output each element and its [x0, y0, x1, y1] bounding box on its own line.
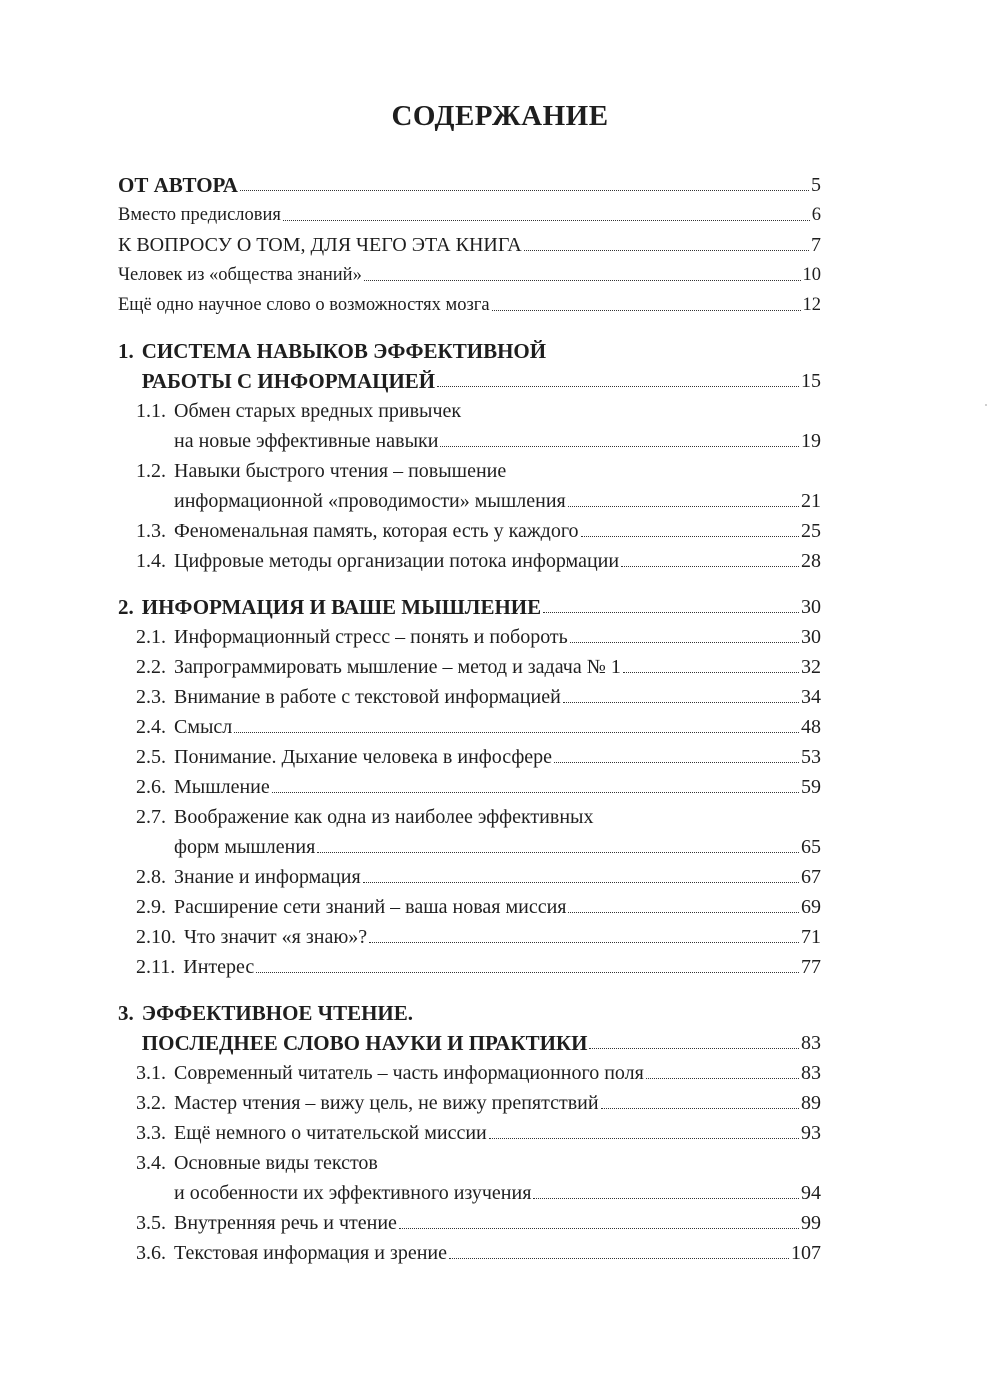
- toc-section-entry[interactable]: [118, 622, 821, 652]
- page-number: 53: [801, 746, 821, 768]
- toc-section-entry[interactable]: [118, 516, 821, 546]
- dot-leader: [317, 851, 799, 853]
- page-number: 71: [801, 926, 821, 948]
- entry-title-line: СИСТЕМА НАВЫКОВ ЭФФЕКТИВНОЙ: [141, 339, 547, 363]
- entry-number: 2.11.: [136, 956, 176, 978]
- page-number: 59: [801, 776, 821, 798]
- dot-leader: [489, 1137, 799, 1139]
- table-of-contents: [118, 170, 821, 1268]
- entry-title-line: форм мышления: [174, 836, 316, 858]
- page-number: 30: [801, 626, 821, 648]
- page-number: 32: [801, 656, 821, 678]
- toc-entry[interactable]: [118, 230, 821, 260]
- chapter-gap: [118, 320, 821, 336]
- toc-entry[interactable]: [118, 170, 821, 200]
- page-number: 19: [801, 430, 821, 452]
- page-number: 48: [801, 716, 821, 738]
- page-number: 65: [801, 836, 821, 858]
- entry-title-line: РАБОТЫ С ИНФОРМАЦИЕЙ: [141, 369, 436, 393]
- toc-section-entry[interactable]: [118, 1058, 821, 1088]
- dot-leader: [589, 1047, 799, 1049]
- chapter-gap: [118, 982, 821, 998]
- entry-number: 2.4.: [136, 716, 166, 738]
- entry-title-line: ИНФОРМАЦИЯ И ВАШЕ МЫШЛЕНИЕ: [141, 595, 542, 619]
- toc-section-entry[interactable]: [118, 952, 821, 982]
- toc-section-entry[interactable]: [118, 546, 821, 576]
- toc-section-entry[interactable]: [118, 396, 821, 456]
- dot-leader: [543, 611, 799, 613]
- entry-number: 2.5.: [136, 746, 166, 768]
- toc-section-entry[interactable]: [118, 742, 821, 772]
- page-number: 99: [801, 1212, 821, 1234]
- dot-leader: [568, 911, 799, 913]
- page-number: 69: [801, 896, 821, 918]
- scan-speck: [985, 404, 987, 406]
- toc-chapter-entry[interactable]: [118, 998, 821, 1058]
- entry-number: 1.3.: [136, 520, 166, 542]
- page-number: 93: [801, 1122, 821, 1144]
- toc-entry[interactable]: [118, 260, 821, 290]
- page-number: 6: [811, 205, 821, 225]
- entry-title-line: Запрограммировать мышление – метод и задача № 1: [174, 656, 621, 678]
- entry-number: 2.6.: [136, 776, 166, 798]
- toc-section-entry[interactable]: [118, 456, 821, 516]
- dot-leader: [492, 309, 801, 311]
- page-number: 15: [801, 370, 821, 392]
- entry-title-line: К ВОПРОСУ О ТОМ, ДЛЯ ЧЕГО ЭТА КНИГА: [118, 234, 522, 256]
- page-number: 94: [801, 1182, 821, 1204]
- dot-leader: [437, 385, 799, 387]
- dot-leader: [524, 249, 809, 251]
- entry-number: 3.3.: [136, 1122, 166, 1144]
- toc-section-entry[interactable]: [118, 1118, 821, 1148]
- entry-title-line: Вместо предисловия: [118, 205, 281, 225]
- entry-number: 3.6.: [136, 1242, 166, 1264]
- page-number: 107: [791, 1242, 821, 1264]
- toc-section-entry[interactable]: [118, 922, 821, 952]
- dot-leader: [623, 671, 799, 673]
- toc-entry[interactable]: [118, 290, 821, 320]
- dot-leader: [533, 1197, 799, 1199]
- entry-title-line: Цифровые методы организации потока информации: [174, 550, 620, 572]
- entry-title-line: информационной «проводимости» мышления: [174, 490, 566, 512]
- page-number: 25: [801, 520, 821, 542]
- dot-leader: [449, 1257, 789, 1259]
- entry-title-line: Что значит «я знаю»?: [184, 926, 368, 948]
- dot-leader: [240, 189, 809, 191]
- entry-number: 1.2.: [136, 460, 166, 482]
- entry-number: 1.: [118, 339, 134, 363]
- entry-title-line: Внутренняя речь и чтение: [174, 1212, 397, 1234]
- toc-section-entry[interactable]: [118, 682, 821, 712]
- entry-title-line: Знание и информация: [174, 866, 361, 888]
- entry-title-line: Расширение сети знаний – ваша новая миссия: [174, 896, 567, 918]
- dot-leader: [646, 1077, 799, 1079]
- entry-number: 3.4.: [136, 1152, 166, 1174]
- entry-title-line: Интерес: [183, 956, 255, 978]
- entry-title-line: Ещё немного о читательской миссии: [174, 1122, 487, 1144]
- dot-leader: [440, 445, 799, 447]
- entry-number: 2.7.: [136, 806, 166, 828]
- entry-title-line: Воображение как одна из наиболее эффективных: [174, 806, 594, 828]
- page-number: 30: [801, 596, 821, 618]
- entry-title-line: Информационный стресс – понять и побороть: [174, 626, 568, 648]
- entry-title-line: ПОСЛЕДНЕЕ СЛОВО НАУКИ И ПРАКТИКИ: [141, 1031, 588, 1055]
- toc-section-entry[interactable]: [118, 1148, 821, 1208]
- entry-number: 2.10.: [136, 926, 176, 948]
- entry-title-line: Мышление: [174, 776, 270, 798]
- toc-section-entry[interactable]: [118, 1088, 821, 1118]
- entry-number: 2.8.: [136, 866, 166, 888]
- toc-entry[interactable]: [118, 200, 821, 230]
- page-number: 7: [811, 234, 821, 256]
- entry-title-line: Навыки быстрого чтения – повышение: [174, 460, 507, 482]
- page-title: СОДЕРЖАНИЕ: [391, 100, 609, 132]
- entry-title-line: Современный читатель – часть информационного поля: [174, 1062, 644, 1084]
- page-number: 67: [801, 866, 821, 888]
- entry-title-line: Обмен старых вредных привычек: [174, 400, 462, 422]
- entry-number: 3.5.: [136, 1212, 166, 1234]
- entry-title-line: ОТ АВТОРА: [118, 173, 238, 197]
- toc-section-entry[interactable]: [118, 1238, 821, 1268]
- toc-section-entry[interactable]: [118, 892, 821, 922]
- page-number: 21: [801, 490, 821, 512]
- entry-title-line: Основные виды текстов: [174, 1152, 378, 1174]
- toc-section-entry[interactable]: [118, 1208, 821, 1238]
- entry-number: 2.1.: [136, 626, 166, 648]
- dot-leader: [256, 971, 799, 973]
- toc-chapter-entry[interactable]: [118, 592, 821, 622]
- entry-number: 2.3.: [136, 686, 166, 708]
- toc-section-entry[interactable]: [118, 802, 821, 862]
- entry-number: 3.1.: [136, 1062, 166, 1084]
- entry-number: 2.: [118, 595, 134, 619]
- page-number: 77: [801, 956, 821, 978]
- dot-leader: [563, 701, 799, 703]
- dot-leader: [363, 881, 799, 883]
- entry-title-line: Текстовая информация и зрение: [174, 1242, 447, 1264]
- entry-number: 3.: [118, 1001, 134, 1025]
- dot-leader: [283, 219, 810, 221]
- toc-chapter-entry[interactable]: [118, 336, 821, 396]
- page-number: 83: [801, 1032, 821, 1054]
- entry-title-line: Феноменальная память, которая есть у каждого: [174, 520, 579, 542]
- toc-section-entry[interactable]: [118, 652, 821, 682]
- dot-leader: [272, 791, 799, 793]
- dot-leader: [568, 505, 799, 507]
- page-number: 89: [801, 1092, 821, 1114]
- entry-number: 3.2.: [136, 1092, 166, 1114]
- dot-leader: [581, 535, 799, 537]
- entry-title-line: на новые эффективные навыки: [174, 430, 439, 452]
- dot-leader: [369, 941, 799, 943]
- entry-title-line: ЭФФЕКТИВНОЕ ЧТЕНИЕ.: [141, 1001, 414, 1025]
- dot-leader: [234, 731, 799, 733]
- page-number: 12: [802, 295, 821, 315]
- toc-section-entry[interactable]: [118, 772, 821, 802]
- entry-title-line: Смысл: [174, 716, 233, 738]
- toc-section-entry[interactable]: [118, 862, 821, 892]
- chapter-gap: [118, 576, 821, 592]
- dot-leader: [399, 1227, 799, 1229]
- page-number: 83: [801, 1062, 821, 1084]
- dot-leader: [570, 641, 799, 643]
- dot-leader: [554, 761, 799, 763]
- entry-number: 1.4.: [136, 550, 166, 572]
- dot-leader: [601, 1107, 799, 1109]
- page-number: 34: [801, 686, 821, 708]
- dot-leader: [621, 565, 799, 567]
- toc-section-entry[interactable]: [118, 712, 821, 742]
- entry-number: 1.1.: [136, 400, 166, 422]
- entry-title-line: Человек из «общества знаний»: [118, 265, 362, 285]
- dot-leader: [364, 279, 801, 281]
- page-number: 28: [801, 550, 821, 572]
- entry-title-line: Мастер чтения – вижу цель, не вижу препятствий: [174, 1092, 599, 1114]
- page-number: 5: [811, 174, 821, 196]
- entry-number: 2.2.: [136, 656, 166, 678]
- entry-title-line: Понимание. Дыхание человека в инфосфере: [174, 746, 553, 768]
- entry-title-line: Ещё одно научное слово о возможностях мозга: [118, 295, 490, 315]
- page-number: 10: [802, 265, 821, 285]
- entry-number: 2.9.: [136, 896, 166, 918]
- entry-title-line: Внимание в работе с текстовой информацией: [174, 686, 561, 708]
- entry-title-line: и особенности их эффективного изучения: [174, 1182, 532, 1204]
